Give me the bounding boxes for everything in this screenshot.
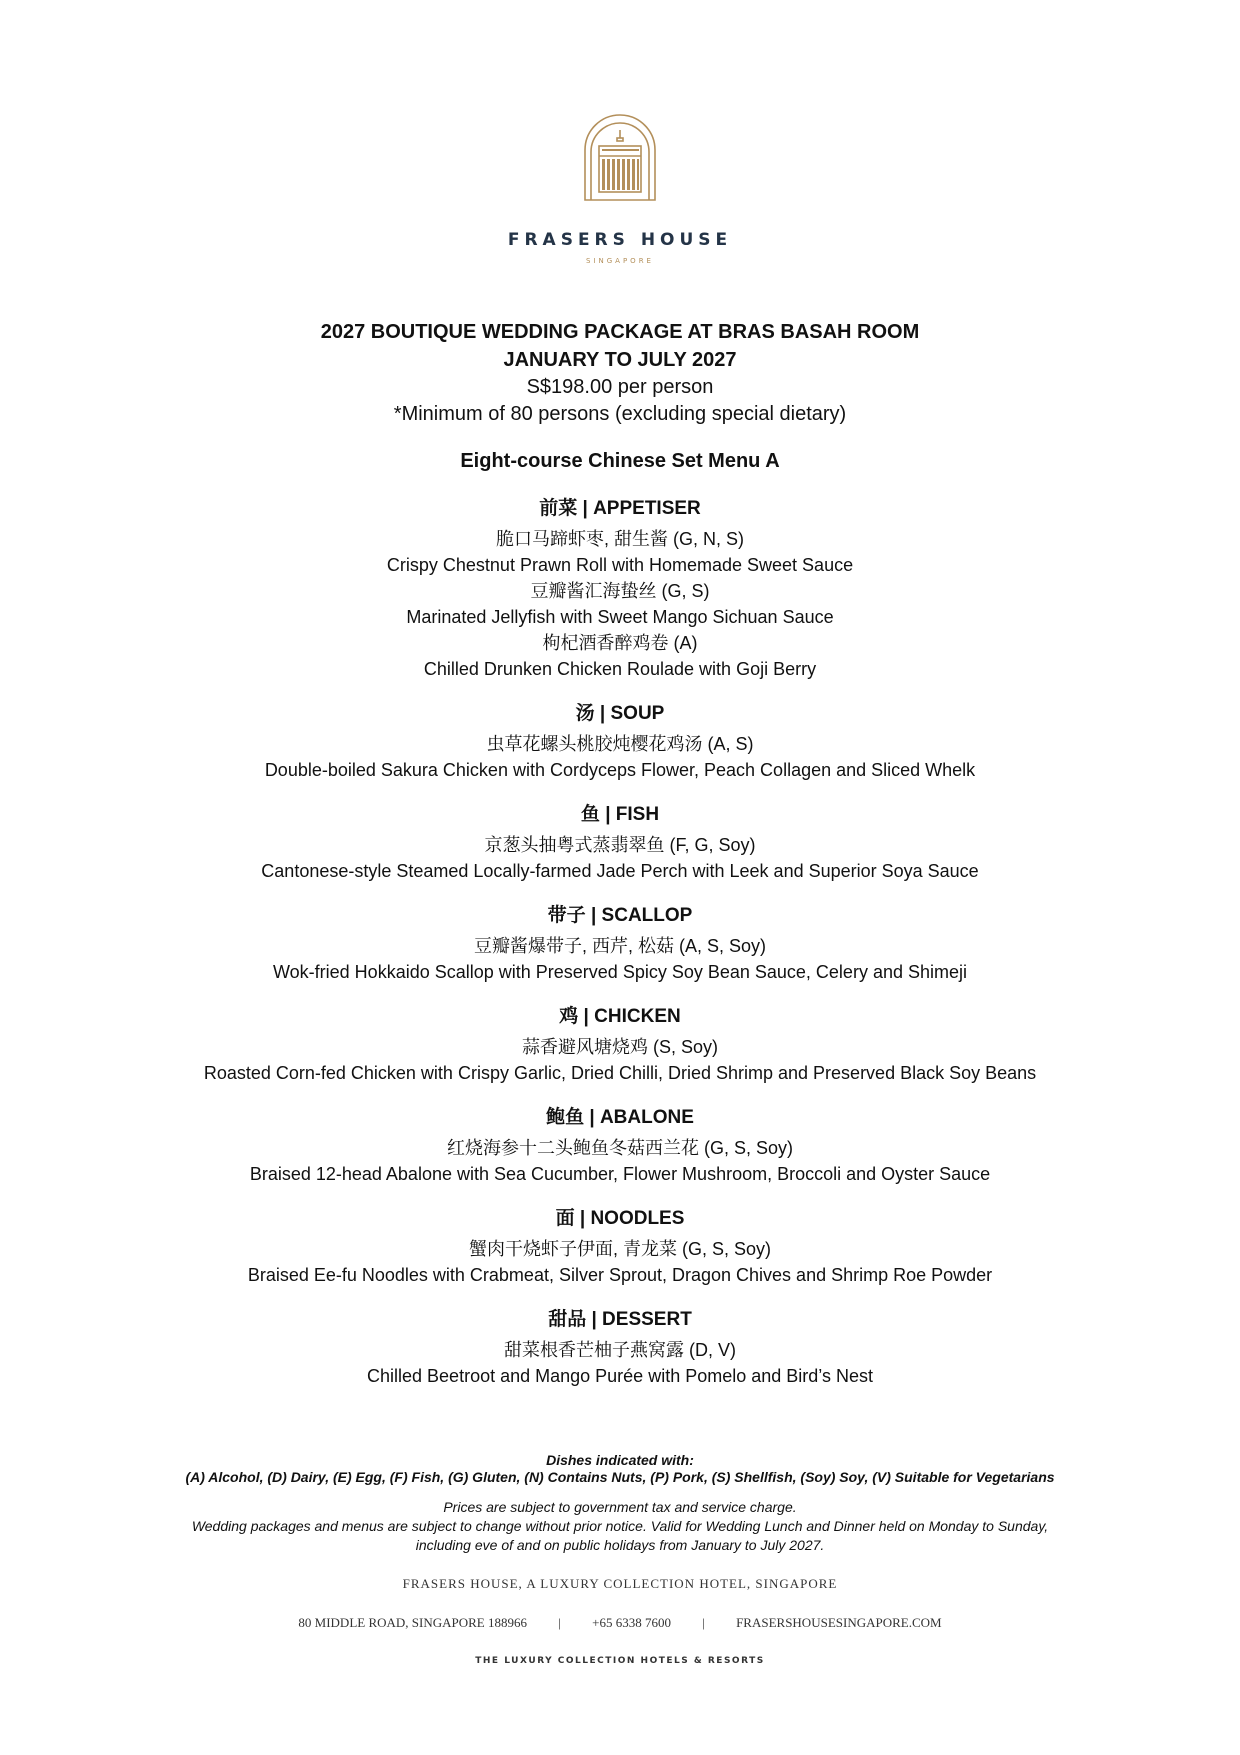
course-title: 前菜 | APPETISER bbox=[539, 498, 701, 519]
package-minimum: *Minimum of 80 persons (excluding special dietary) bbox=[393, 403, 847, 425]
course-chicken bbox=[0, 1004, 1240, 1086]
terms-line: including eve of and on public holidays from January to July 2027. bbox=[415, 1537, 825, 1553]
dish-en: Cantonese-style Steamed Locally-farmed Jade Perch with Leek and Superior Soya Sauce bbox=[261, 861, 979, 881]
package-header bbox=[0, 318, 1240, 473]
dish-en: Chilled Drunken Chicken Roulade with Goji Berry bbox=[423, 659, 817, 679]
dish-cn: 蟹肉干烧虾子伊面, 青龙菜 (G, S, Soy) bbox=[468, 1239, 772, 1259]
menu-name: Eight-course Chinese Set Menu A bbox=[460, 450, 780, 472]
course-list bbox=[0, 496, 1240, 1408]
course-fish bbox=[0, 802, 1240, 884]
course-appetiser bbox=[0, 496, 1240, 682]
course-title: 鱼 | FISH bbox=[580, 804, 660, 825]
course-title: 鲍鱼 | ABALONE bbox=[546, 1107, 694, 1128]
hotel-name: FRASERS HOUSE, A LUXURY COLLECTION HOTEL, SINGAPORE bbox=[402, 1576, 838, 1591]
course-title: 汤 | SOUP bbox=[575, 703, 665, 724]
dish-en: Braised 12-head Abalone with Sea Cucumber, Flower Mushroom, Broccoli and Oyster Sauce bbox=[249, 1164, 991, 1184]
separator: | bbox=[702, 1615, 705, 1630]
dish-cn: 豆瓣酱爆带子, 西芹, 松菇 (A, S, Soy) bbox=[473, 936, 767, 956]
brand-logo bbox=[0, 112, 1240, 265]
dish-en: Roasted Corn-fed Chicken with Crispy Garlic, Dried Chilli, Dried Shrimp and Preserved Black Soy Beans bbox=[203, 1063, 1037, 1083]
address: 80 MIDDLE ROAD, SINGAPORE 188966 bbox=[298, 1615, 527, 1630]
dietary-legend: (A) Alcohol, (D) Dairy, (E) Egg, (F) Fish, (G) Gluten, (N) Contains Nuts, (P) Pork, (S) Shellfish, (Soy) Soy, (V) Suitable for Vegetarians bbox=[185, 1469, 1055, 1485]
luxury-collection-brand: THE LUXURY COLLECTION HOTELS & RESORTS bbox=[475, 1656, 765, 1666]
course-title: 甜品 | DESSERT bbox=[548, 1309, 692, 1330]
dish-en: Wok-fried Hokkaido Scallop with Preserved Spicy Soy Bean Sauce, Celery and Shimeji bbox=[273, 962, 967, 982]
dish-en: Double-boiled Sakura Chicken with Cordyceps Flower, Peach Collagen and Sliced Whelk bbox=[264, 760, 976, 780]
terms-line: Prices are subject to government tax and service charge. bbox=[443, 1499, 797, 1515]
package-title: 2027 BOUTIQUE WEDDING PACKAGE AT BRAS BASAH ROOM bbox=[320, 321, 920, 343]
brand-name: FRASERS HOUSE bbox=[507, 230, 733, 250]
dish-cn: 虫草花螺头桃胶炖樱花鸡汤 (A, S) bbox=[486, 734, 754, 754]
dish-cn: 枸杞酒香醉鸡卷 (A) bbox=[542, 633, 698, 653]
phone: +65 6338 7600 bbox=[592, 1615, 671, 1630]
course-dessert bbox=[0, 1307, 1240, 1389]
legend-label: Dishes indicated with: bbox=[546, 1452, 694, 1468]
package-period: JANUARY TO JULY 2027 bbox=[503, 349, 737, 371]
separator: | bbox=[558, 1615, 561, 1630]
dish-cn: 甜菜根香芒柚子燕窝露 (D, V) bbox=[504, 1340, 736, 1360]
contact-line bbox=[0, 1615, 1240, 1631]
menu-notes bbox=[0, 1452, 1240, 1555]
course-title: 鸡 | CHICKEN bbox=[559, 1006, 681, 1027]
dish-cn: 豆瓣酱汇海蛰丝 (G, S) bbox=[530, 581, 710, 601]
terms-line: Wedding packages and menus are subject to change without prior notice. Valid for Wedding Lunch and Dinner held on Monday to Sunday, bbox=[191, 1518, 1049, 1534]
package-price: S$198.00 per person bbox=[526, 376, 714, 398]
dish-en: Crispy Chestnut Prawn Roll with Homemade Sweet Sauce bbox=[386, 555, 854, 575]
course-noodles bbox=[0, 1206, 1240, 1288]
dish-en: Marinated Jellyfish with Sweet Mango Sichuan Sauce bbox=[406, 607, 834, 627]
dish-en: Chilled Beetroot and Mango Purée with Pomelo and Bird’s Nest bbox=[367, 1366, 873, 1386]
terms bbox=[0, 1498, 1240, 1555]
course-scallop bbox=[0, 903, 1240, 985]
dish-cn: 京葱头抽粤式蒸翡翠鱼 (F, G, Soy) bbox=[484, 835, 756, 855]
dish-cn: 蒜香避风塘烧鸡 (S, Soy) bbox=[521, 1037, 718, 1057]
dish-cn: 红烧海参十二头鲍鱼冬菇西兰花 (G, S, Soy) bbox=[446, 1138, 793, 1158]
brand-location: SINGAPORE bbox=[586, 257, 654, 265]
building-arch-icon bbox=[581, 112, 659, 202]
dish-en: Braised Ee-fu Noodles with Crabmeat, Silver Sprout, Dragon Chives and Shrimp Roe Powder bbox=[247, 1265, 993, 1285]
course-abalone bbox=[0, 1105, 1240, 1187]
course-soup bbox=[0, 701, 1240, 783]
website-link[interactable]: FRASERSHOUSESINGAPORE.COM bbox=[736, 1615, 942, 1630]
course-title: 带子 | SCALLOP bbox=[547, 905, 693, 926]
course-title: 面 | NOODLES bbox=[555, 1208, 685, 1229]
dish-cn: 脆口马蹄虾枣, 甜生酱 (G, N, S) bbox=[495, 529, 744, 549]
